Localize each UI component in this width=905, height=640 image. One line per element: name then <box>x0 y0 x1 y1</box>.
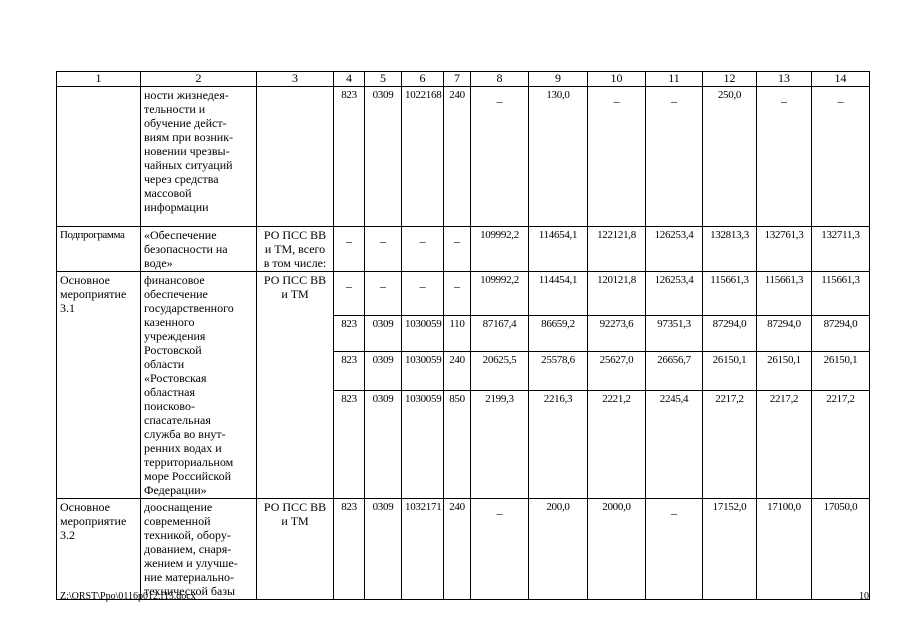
col-num: 13 <box>757 72 812 87</box>
value-cell: 109992,2 <box>471 227 529 272</box>
description-cell <box>141 227 257 272</box>
text-line: современной <box>144 514 211 528</box>
col-num: 8 <box>471 72 529 87</box>
value-cell: 120121,8 <box>588 272 646 316</box>
value-cell: 20625,5 <box>471 351 529 390</box>
text-line: мероприятие <box>60 287 127 301</box>
budget-table <box>56 71 870 600</box>
csr-cell: 1030059 <box>402 390 444 498</box>
csr-cell: 1022168 <box>402 87 444 227</box>
text-line: воде» <box>144 256 173 270</box>
text-line: информации <box>144 200 209 214</box>
text-line: дованием, снаря- <box>144 542 232 556</box>
text-line: Основное <box>60 500 110 514</box>
text-line: учреждения <box>144 329 206 343</box>
value-cell: 87294,0 <box>812 315 870 351</box>
value-cell: 26150,1 <box>757 351 812 390</box>
text-line: массовой <box>144 186 192 200</box>
value-cell: 25627,0 <box>588 351 646 390</box>
value-cell: 92273,6 <box>588 315 646 351</box>
text-line: и ТМ <box>281 514 309 528</box>
value-cell: 250,0 <box>703 87 757 227</box>
text-line: безопасности на <box>144 242 228 256</box>
value-cell: 87167,4 <box>471 315 529 351</box>
col-num: 5 <box>365 72 402 87</box>
text-line: «Ростовская <box>144 371 207 385</box>
text-line: финансовое <box>144 273 205 287</box>
csr-cell: – <box>402 227 444 272</box>
value-cell: 2245,4 <box>646 390 703 498</box>
text-line: Федерации» <box>144 483 207 497</box>
text-line: техникой, обору- <box>144 528 231 542</box>
col-num: 7 <box>444 72 471 87</box>
grbs-cell: 823 <box>334 87 365 227</box>
text-line: мероприятие <box>60 514 127 528</box>
rzpr-cell: 0309 <box>365 390 402 498</box>
text-line: области <box>144 357 185 371</box>
value-cell: 126253,4 <box>646 272 703 316</box>
col-num: 14 <box>812 72 870 87</box>
value-cell: 114454,1 <box>529 272 588 316</box>
value-cell: 17152,0 <box>703 499 757 600</box>
value-cell: 109992,2 <box>471 272 529 316</box>
rzpr-cell: – <box>365 272 402 316</box>
value-cell: – <box>646 87 703 227</box>
text-line: дооснащение <box>144 500 213 514</box>
description-cell <box>141 499 257 600</box>
text-line: РО ПСС ВВ <box>263 273 327 287</box>
value-cell: – <box>471 499 529 600</box>
cell <box>257 87 334 227</box>
rzpr-cell: 0309 <box>365 351 402 390</box>
executor-cell <box>257 227 334 272</box>
col-num: 9 <box>529 72 588 87</box>
col-num: 12 <box>703 72 757 87</box>
table-row <box>57 272 870 316</box>
text-line: 3.1 <box>60 301 75 315</box>
text-line: Основное <box>60 273 110 287</box>
col-num: 11 <box>646 72 703 87</box>
value-cell: 26150,1 <box>812 351 870 390</box>
text-line: новении чрезвы- <box>144 144 230 158</box>
grbs-cell: 823 <box>334 499 365 600</box>
vr-cell: 110 <box>444 315 471 351</box>
value-cell: 2216,3 <box>529 390 588 498</box>
text-line: территориальном <box>144 455 234 469</box>
text-line: областная <box>144 385 195 399</box>
row-type-cell <box>57 499 141 600</box>
cell <box>57 87 141 227</box>
grbs-cell: 823 <box>334 315 365 351</box>
value-cell: 17100,0 <box>757 499 812 600</box>
table-row <box>57 499 870 600</box>
vr-cell: 240 <box>444 499 471 600</box>
text-line: море Российской <box>144 469 232 483</box>
text-line: и ТМ, всего <box>264 242 326 256</box>
rzpr-cell: 0309 <box>365 87 402 227</box>
value-cell: 87294,0 <box>757 315 812 351</box>
text-line: «Обеспечение <box>144 228 217 242</box>
description-cell <box>141 272 257 499</box>
vr-cell: 850 <box>444 390 471 498</box>
value-cell: 2221,2 <box>588 390 646 498</box>
value-cell: 132813,3 <box>703 227 757 272</box>
text-line: ности жизнедея- <box>144 88 229 102</box>
text-line: через средства <box>144 172 219 186</box>
value-cell: 2217,2 <box>703 390 757 498</box>
col-num: 6 <box>402 72 444 87</box>
text-line: спасательная <box>144 413 211 427</box>
row-type-cell <box>57 272 141 499</box>
file-path-footer: Z:\ORST\Ppo\0116p012.f15.docx <box>60 591 196 602</box>
text-line: обеспечение <box>144 287 208 301</box>
grbs-cell: – <box>334 272 365 316</box>
grbs-cell: 823 <box>334 351 365 390</box>
text-line: РО ПСС ВВ <box>263 500 327 514</box>
rzpr-cell: – <box>365 227 402 272</box>
value-cell: 2199,3 <box>471 390 529 498</box>
text-line: в том числе: <box>263 256 327 270</box>
text-line: ние материально- <box>144 570 234 584</box>
col-num: 4 <box>334 72 365 87</box>
value-cell: 2217,2 <box>812 390 870 498</box>
value-cell: 17050,0 <box>812 499 870 600</box>
value-cell: 115661,3 <box>703 272 757 316</box>
executor-cell <box>257 499 334 600</box>
csr-cell: 1030059 <box>402 315 444 351</box>
value-cell: – <box>812 87 870 227</box>
text-line: государственного <box>144 301 234 315</box>
col-num: 1 <box>57 72 141 87</box>
rzpr-cell: 0309 <box>365 315 402 351</box>
text-line: служба во внут- <box>144 427 226 441</box>
value-cell: 114654,1 <box>529 227 588 272</box>
value-cell: 97351,3 <box>646 315 703 351</box>
value-cell: – <box>757 87 812 227</box>
text-line: тельности и <box>144 102 206 116</box>
vr-cell: – <box>444 227 471 272</box>
text-line: ренних водах и <box>144 441 222 455</box>
csr-cell: – <box>402 272 444 316</box>
value-cell: 2217,2 <box>757 390 812 498</box>
description-cell <box>141 87 257 227</box>
value-cell: 122121,8 <box>588 227 646 272</box>
value-cell: 87294,0 <box>703 315 757 351</box>
value-cell: – <box>646 499 703 600</box>
col-num: 10 <box>588 72 646 87</box>
text-line: РО ПСС ВВ <box>263 228 327 242</box>
vr-cell: 240 <box>444 87 471 227</box>
value-cell: 26656,7 <box>646 351 703 390</box>
text-line: Ростовской <box>144 343 202 357</box>
table-row <box>57 227 870 272</box>
value-cell: – <box>471 87 529 227</box>
text-line: обучение дейст- <box>144 116 227 130</box>
value-cell: 115661,3 <box>812 272 870 316</box>
vr-cell: – <box>444 272 471 316</box>
value-cell: 130,0 <box>529 87 588 227</box>
value-cell: 126253,4 <box>646 227 703 272</box>
value-cell: 25578,6 <box>529 351 588 390</box>
value-cell: 2000,0 <box>588 499 646 600</box>
csr-cell: 1030059 <box>402 351 444 390</box>
text-line: 3.2 <box>60 528 75 542</box>
column-number-row <box>57 72 870 87</box>
value-cell: 26150,1 <box>703 351 757 390</box>
rzpr-cell: 0309 <box>365 499 402 600</box>
grbs-cell: 823 <box>334 390 365 498</box>
text-line: казенного <box>144 315 195 329</box>
value-cell: 132761,3 <box>757 227 812 272</box>
value-cell: 86659,2 <box>529 315 588 351</box>
grbs-cell: – <box>334 227 365 272</box>
page-number: 10 <box>859 591 869 602</box>
table-row <box>57 87 870 227</box>
text-line: жением и улучше- <box>144 556 238 570</box>
col-num: 2 <box>141 72 257 87</box>
row-type-cell: Подпрограмма <box>57 227 141 272</box>
text-line: виям при возник- <box>144 130 234 144</box>
value-cell: 132711,3 <box>812 227 870 272</box>
text-line: технической базы <box>144 584 236 598</box>
text-line: и ТМ <box>281 287 309 301</box>
value-cell: – <box>588 87 646 227</box>
value-cell: 200,0 <box>529 499 588 600</box>
col-num: 3 <box>257 72 334 87</box>
vr-cell: 240 <box>444 351 471 390</box>
text-line: чайных ситуаций <box>144 158 233 172</box>
csr-cell: 1032171 <box>402 499 444 600</box>
value-cell: 115661,3 <box>757 272 812 316</box>
executor-cell <box>257 272 334 499</box>
text-line: поисково- <box>144 399 195 413</box>
